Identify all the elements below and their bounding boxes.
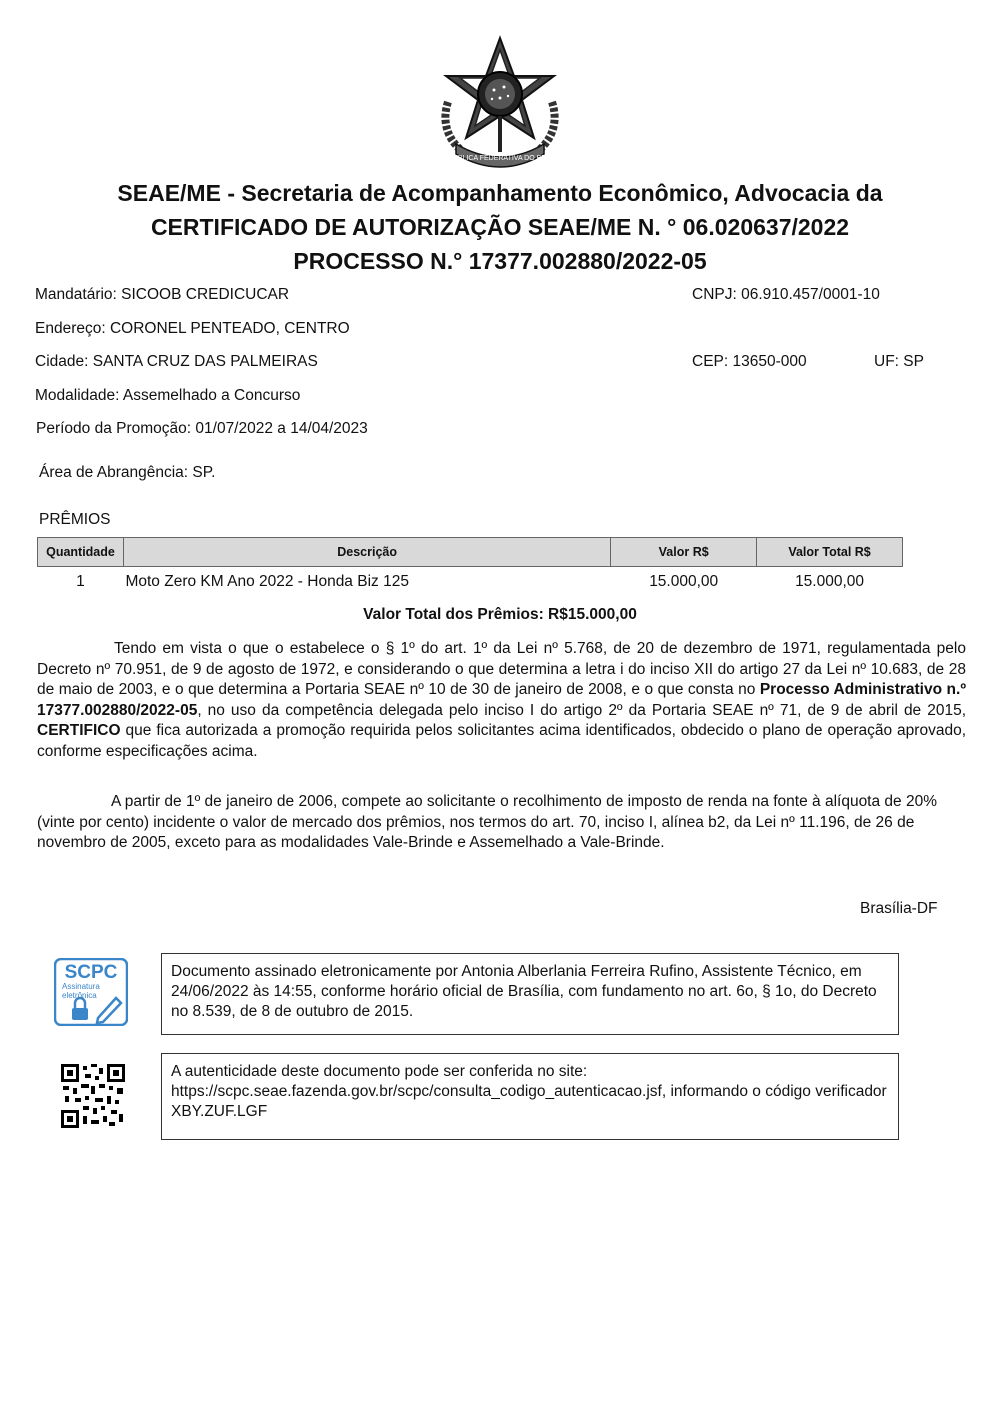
process-reference: Processo Administrativo n.º 17377.002880/2022-05 — [37, 681, 966, 719]
cidade: Cidade: SANTA CRUZ DAS PALMEIRAS — [35, 353, 318, 370]
authenticity-link-text: https://scpc.seae.fazenda.gov.br/scpc/consulta_codigo_autenticacao.jsf, informando o código verificador XBY.ZUF.LGF — [171, 1083, 887, 1120]
paragraph-text: Tendo em vista o que o estabelece o § 1º do art. 1º da Lei nº 5.768, de 20 de dezembro de 1971, regulamentada pelo Decreto nº 70.951, de 9 de agosto de 1972, e considerando o que determina a letra i do inciso XII do artigo 27 da Lei nº 10.683, de 28 de maio de 2003, e o que determina a Portaria SEAE nº 10 de 30 de janeiro de 2008, e o que consta no — [37, 640, 966, 698]
scpc-signature-logo-icon — [54, 958, 128, 1026]
authenticity-box — [161, 1053, 899, 1140]
paragraph-text: que fica autorizada a promoção requirida pelos solicitantes acima identificados, obdecido o plano de operação aprovado, conforme especificações acima. — [37, 722, 966, 760]
scpc-logo-title: SCPC — [64, 962, 118, 983]
scpc-logo-line2: eletrônica — [62, 991, 97, 1000]
prizes-table — [37, 537, 903, 597]
place: Brasília-DF — [860, 900, 938, 917]
total-value-cell: 15.000,00 — [795, 573, 865, 590]
uf: UF: SP — [874, 353, 924, 370]
signature-box: Documento assinado eletronicamente por Antonia Alberlania Ferreira Rufino, Assistente Técnico, em 24/06/2022 às 14:55, conforme horário oficial de Brasília, com fundamento no art. 6o, § 1o, do Decreto no 8.539, de 8 de outubro de 2015. — [161, 953, 899, 1035]
certifico-word: CERTIFICO — [37, 722, 121, 739]
brazil-coat-of-arms-icon — [428, 32, 572, 172]
column-header: Valor R$ — [611, 538, 757, 567]
value-cell: 15.000,00 — [649, 573, 719, 590]
prizes-total: Valor Total dos Prêmios: R$15.000,00 — [363, 606, 637, 623]
modalidade: Modalidade: Assemelhado a Concurso — [35, 387, 301, 404]
periodo: Período da Promoção: 01/07/2022 a 14/04/2023 — [36, 420, 368, 437]
scpc-logo-line1: Assinatura — [62, 982, 100, 991]
prizes-heading: PRÊMIOS — [39, 511, 111, 528]
header-line-1: SEAE/ME - Secretaria de Acompanhamento Econômico, Advocacia da — [117, 180, 883, 206]
mandatario: Mandatário: SICOOB CREDICUCAR — [35, 286, 290, 303]
cep: CEP: 13650-000 — [692, 353, 807, 370]
table-row — [38, 567, 903, 598]
paragraph-text: , no uso da competência delegada pelo inciso I do artigo 2º da Portaria SEAE nº 71, de 9 de abril de 2015, — [197, 701, 966, 719]
process-title: PROCESSO N.° 17377.002880/2022-05 — [293, 248, 707, 274]
cnpj: CNPJ: 06.910.457/0001-10 — [692, 286, 880, 303]
column-header: Valor Total R$ — [757, 538, 903, 567]
quantity-cell: 1 — [76, 573, 85, 590]
area-abrangencia: Área de Abrangência: SP. — [39, 464, 216, 481]
authenticity-intro: A autenticidade deste documento pode ser conferida no site: — [171, 1063, 588, 1080]
endereco: Endereço: CORONEL PENTEADO, CENTRO — [35, 320, 350, 337]
description-cell: Moto Zero KM Ano 2022 - Honda Biz 125 — [125, 573, 409, 590]
column-header: Quantidade — [38, 538, 124, 567]
table-header-row — [38, 538, 903, 567]
column-header: Descrição — [123, 538, 610, 567]
tax-paragraph: A partir de 1º de janeiro de 2006, compete ao solicitante o recolhimento de imposto de renda na fonte à alíquota de 20% (vinte por cento) incidente o valor de mercado dos prêmios, nos termos do art. 70, inciso I, alínea b2, da Lei nº 11.196, de 26 de novembro de 2005, exceto para as modalidades Vale-Brinde e Assemelhado a Vale-Brinde. — [37, 793, 937, 851]
qr-code-icon — [61, 1064, 125, 1128]
certificate-title: CERTIFICADO DE AUTORIZAÇÃO SEAE/ME N. ° 06.020637/2022 — [150, 214, 850, 240]
svg-text:REPUBLICA FEDERATIVA DO BRASIL: REPUBLICA FEDERATIVA DO BRASIL — [438, 155, 562, 162]
certification-paragraph — [37, 639, 966, 762]
